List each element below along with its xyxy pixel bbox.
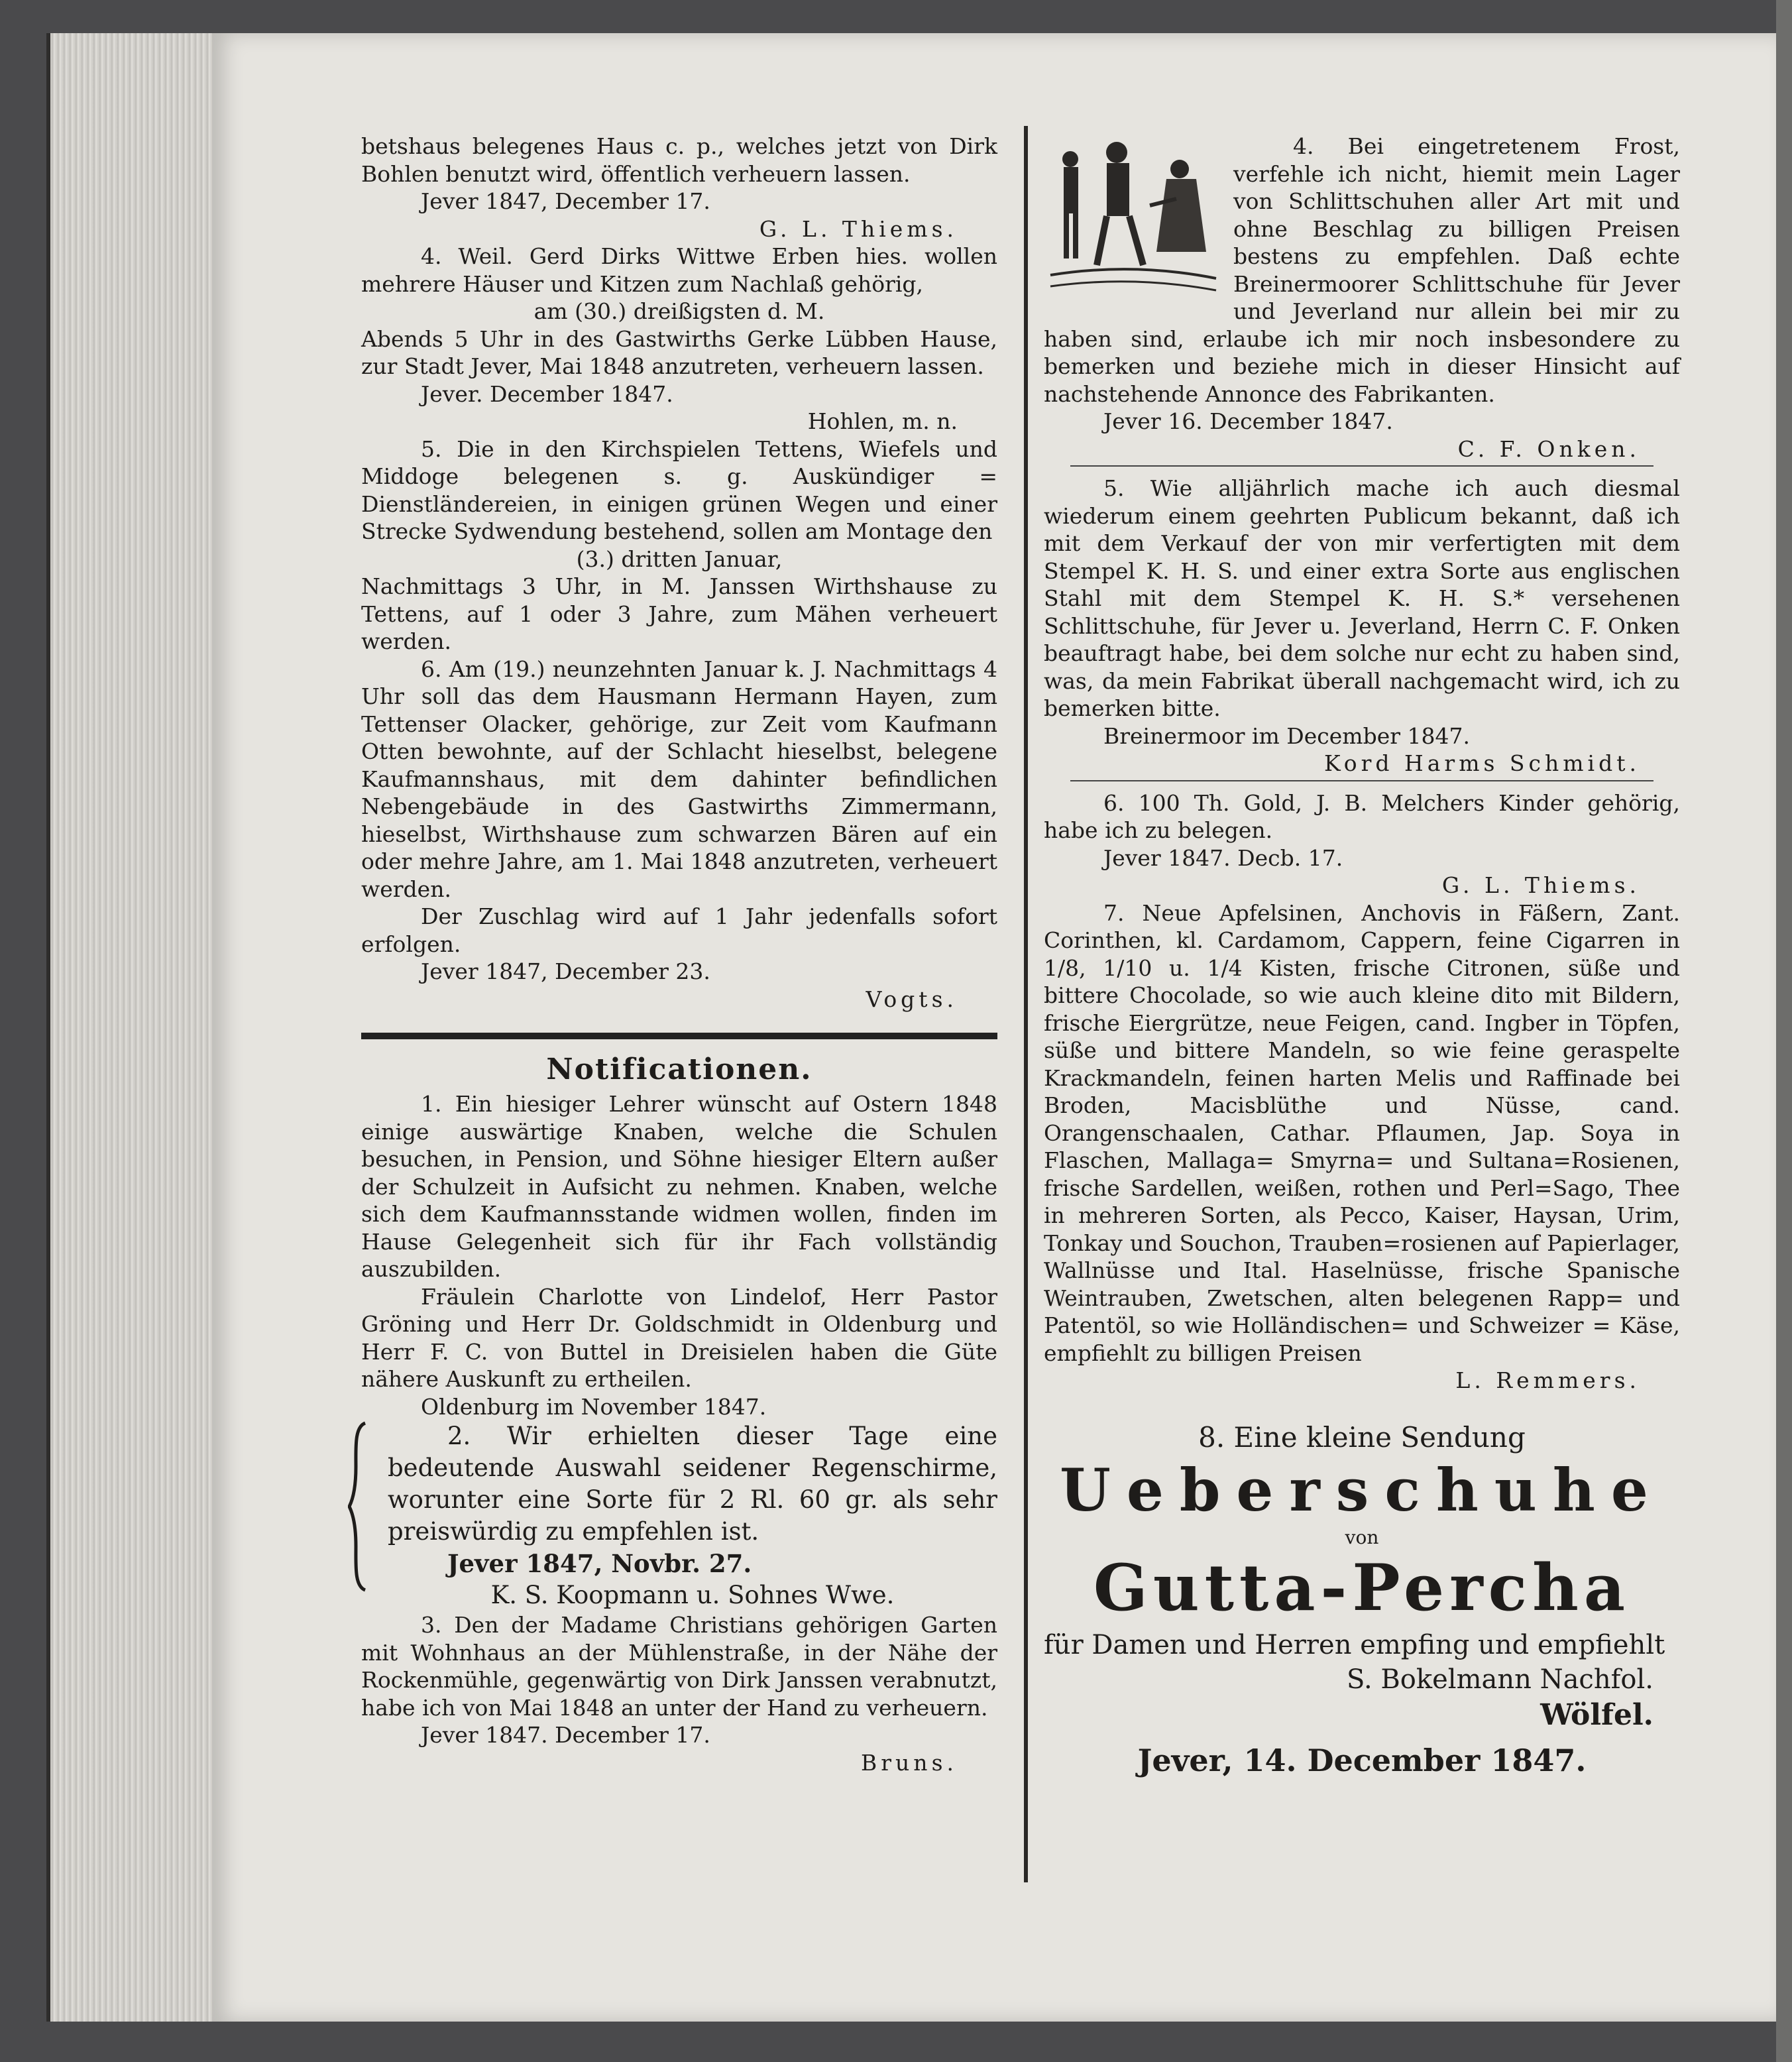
notice-r6: 6. 100 Th. Gold, J. B. Melchers Kinder gehörig, habe ich zu belegen. [1044, 789, 1680, 843]
notice-6-signature: Vogts. [866, 986, 958, 1012]
notice-signature: G. L. Thiems. [759, 215, 958, 242]
notice-r7-signature: L. Remmers. [1455, 1367, 1640, 1393]
notice-r5: 5. Wie alljährlich mache ich auch diesmal wiederum einem geehrten Publicum bekannt, daß ich mit dem Verkauf der von mir verfertigten mit dem Stempel K. H. S. und einer extra Sorte aus englischen Stahl mit dem Stempel K. H. S.* versehenen Schlittschuhe, für Jever u. Jeverland, Herrn C. F. Onken beauftragt habe, bei dem solche nur echt zu haben sind, was, da mein Fabrikat überall nachgemacht wird, ich zu bemerken bitte. [1044, 475, 1680, 721]
notice-r5-date: Breinermoor im December 1847. [1103, 722, 1470, 749]
notification-2-block [361, 1420, 997, 1611]
right-column [1044, 133, 1680, 1780]
notice-r4-date: Jever 16. December 1847. [1103, 408, 1393, 434]
column-divider [1024, 126, 1028, 1882]
notice-4-date-line: am (30.) dreißigsten d. M. [533, 298, 825, 324]
ad-text: für Damen und Herren empfing und empfiehlt [1044, 1629, 1665, 1660]
section-divider [361, 1033, 997, 1039]
notice-4-signature: Hohlen, m. n. [807, 408, 958, 434]
notice-6-continued: Der Zuschlag wird auf 1 Jahr jedenfalls sofort erfolgen. [361, 903, 997, 957]
notice-separator [1070, 780, 1653, 781]
ad-merchant-name: Wölfel. [1540, 1697, 1653, 1732]
notice-6-date: Jever 1847, December 23. [421, 958, 710, 984]
notice-5-continued: Nachmittags 3 Uhr, in M. Janssen Wirthshause zu Tettens, auf 1 oder 3 Jahre, zum Mähen verheuert werden. [361, 573, 997, 654]
book-spine-right [1776, 0, 1792, 2062]
notification-1: 1. Ein hiesiger Lehrer wünscht auf Ostern 1848 einige auswärtige Knaben, welche die Schulen besuchen, in Pension, und Söhne hiesiger Eltern außer der Schulzeit in Aufsicht zu nehmen. Knaben, welche sich dem Kaufmannsstande widmen wollen, finden im Hause Gelegenheit sich für ihr Fach vollständig auszubilden. [361, 1091, 997, 1282]
advertisement-gutta-percha [1044, 1421, 1680, 1780]
section-heading-notificationen: Notificationen. [546, 1053, 812, 1086]
notification-1-continued: Fräulein Charlotte von Lindelof, Herr Pastor Gröning und Herr Dr. Goldschmidt in Oldenburg und Herr F. C. von Buttel in Dreisielen haben die Güte nähere Auskunft zu ertheilen. [361, 1283, 997, 1392]
notice-4: 4. Weil. Gerd Dirks Wittwe Erben hies. wollen mehrere Häuser und Kitzen zum Nachlaß gehörig, [361, 243, 997, 297]
ad-intro: 8. Eine kleine Sendung [1198, 1420, 1526, 1454]
ad-merchant: S. Bokelmann Nachfol. [1346, 1664, 1653, 1695]
notification-3-signature: Bruns. [861, 1749, 958, 1776]
notice-4-date: Jever. December 1847. [421, 380, 673, 407]
ad-material-title: Gutta-Percha [1093, 1550, 1631, 1625]
skaters-illustration [1044, 133, 1223, 298]
notice-r6-date: Jever 1847. Decb. 17. [1103, 844, 1343, 871]
ad-connector: von [1345, 1526, 1379, 1548]
notice-5-date-line: (3.) dritten Januar, [576, 545, 783, 572]
notice-3-continued: betshaus belegenes Haus c. p., welches jetzt von Dirk Bohlen benutzt wird, öffentlich verheuern lassen. [361, 133, 997, 187]
ad-product-title: Ueberschuhe [1060, 1455, 1664, 1524]
notification-3: 3. Den der Madame Christians gehörigen Garten mit Wohnhaus an der Mühlenstraße, in der Nähe der Rockenmühle, gegenwärtig von Dirk Janssen verabnutzt, habe ich von Mai 1848 an unter der Hand zu verheuern. [361, 1612, 997, 1721]
notice-r7: 7. Neue Apfelsinen, Anchovis in Fäßern, Zant. Corinthen, kl. Cardamom, Cappern, feine Cigarren in 1/8, 1/10 u. 1/4 Kisten, frische Citronen, süße und bittere Chocolade, so wie auch kleine dito mit Bildern, frische Eiergrütze, neue Feigen, cand. Ingber in Töpfen, süße und bittere Mandeln, so wie feine geraspelte Krackmandeln, feinen harten Melis und Raffinade bei Broden, Macisblüthe und Nüsse, cand. Orangenschaalen, Cathar. Pflaumen, Jap. Soya in Flaschen, Mallaga= Smyrna= und Sultana=Rosienen, frische Sardellen, weißen, rothen und Perl=Sago, Thee in mehreren Sorten, als Pecco, Kaiser, Haysan, Urim, Tonkay und Souchon, Trauben=rosienen auf Papierlager, Wallnüsse und Ital. Haselnüsse, frische Spanische Weintrauben, Zwetschen, alten belegenen Rapp= und Patentöl, so wie Holländischen= und Schweizer = Käse, empfiehlt zu billigen Preisen [1044, 899, 1680, 1366]
notification-3-date: Jever 1847. December 17. [421, 1722, 710, 1748]
skaters-woodcut [1044, 133, 1223, 298]
notice-r4-signature: C. F. Onken. [1457, 435, 1640, 462]
notice-5: 5. Die in den Kirchspielen Tettens, Wiefels und Middoge belegenen s. g. Auskündiger = Dienstländereien, in einigen grünen Wegen und einer Strecke Sydwendung bestehend, sollen am Montage den [361, 435, 997, 544]
ad-date: Jever, 14. December 1847. [1137, 1742, 1587, 1778]
notice-r6-signature: G. L. Thiems. [1441, 872, 1640, 898]
curly-brace-ornament [348, 1420, 368, 1593]
notice-separator [1070, 465, 1653, 467]
notice-date: Jever 1847, December 17. [421, 188, 710, 214]
notice-4-continued: Abends 5 Uhr in des Gastwirths Gerke Lübben Hause, zur Stadt Jever, Mai 1848 anzutreten, verheuern lassen. [361, 325, 997, 379]
book-page-edges [46, 33, 229, 2022]
left-column [361, 133, 997, 1776]
notice-r5-signature: Kord Harms Schmidt. [1323, 750, 1640, 776]
notification-2-signature: K. S. Koopmann u. Sohnes Wwe. [490, 1581, 895, 1609]
notification-2: 2. Wir erhielten dieser Tage eine bedeutende Auswahl seidener Regenschirme, worunter eine Sorte für 2 Rl. 60 gr. als sehr preiswürdig zu empfehlen ist. [388, 1422, 997, 1546]
notification-1-date: Oldenburg im November 1847. [421, 1393, 767, 1420]
notice-6: 6. Am (19.) neunzehnten Januar k. J. Nachmittags 4 Uhr soll das dem Hausmann Hermann Hayen, zum Tettenser Olacker, gehörige, zur Zeit vom Kaufmann Otten bewohnte, auf der Schlacht hieselbst, belegene Kaufmannshaus, mit dem dahinter befindlichen Nebengebäude in des Gastwirths Zimmermann, hieselbst, Wirthshause zum schwarzen Bären auf ein oder mehre Jahre, am 1. Mai 1848 anzutreten, verheuert werden. [361, 656, 997, 902]
notification-2-date: Jever 1847, Novbr. 27. [447, 1549, 752, 1578]
notice-r4: 4. Bei eingetretenem Frost, verfehle ich nicht, hiemit mein Lager von Schlittschuhen aller Art mit und ohne Beschlag zu billigen Preisen bestens zu empfehlen. Daß echte Breinermoorer Schlittschuhe für Jever und Jeverland nur allein bei mir zu haben sind, erlaube ich mir noch insbesondere zu bemerken und beziehe mich in dieser Hinsicht auf nachstehende Annonce des Fabrikanten. [1044, 133, 1680, 407]
